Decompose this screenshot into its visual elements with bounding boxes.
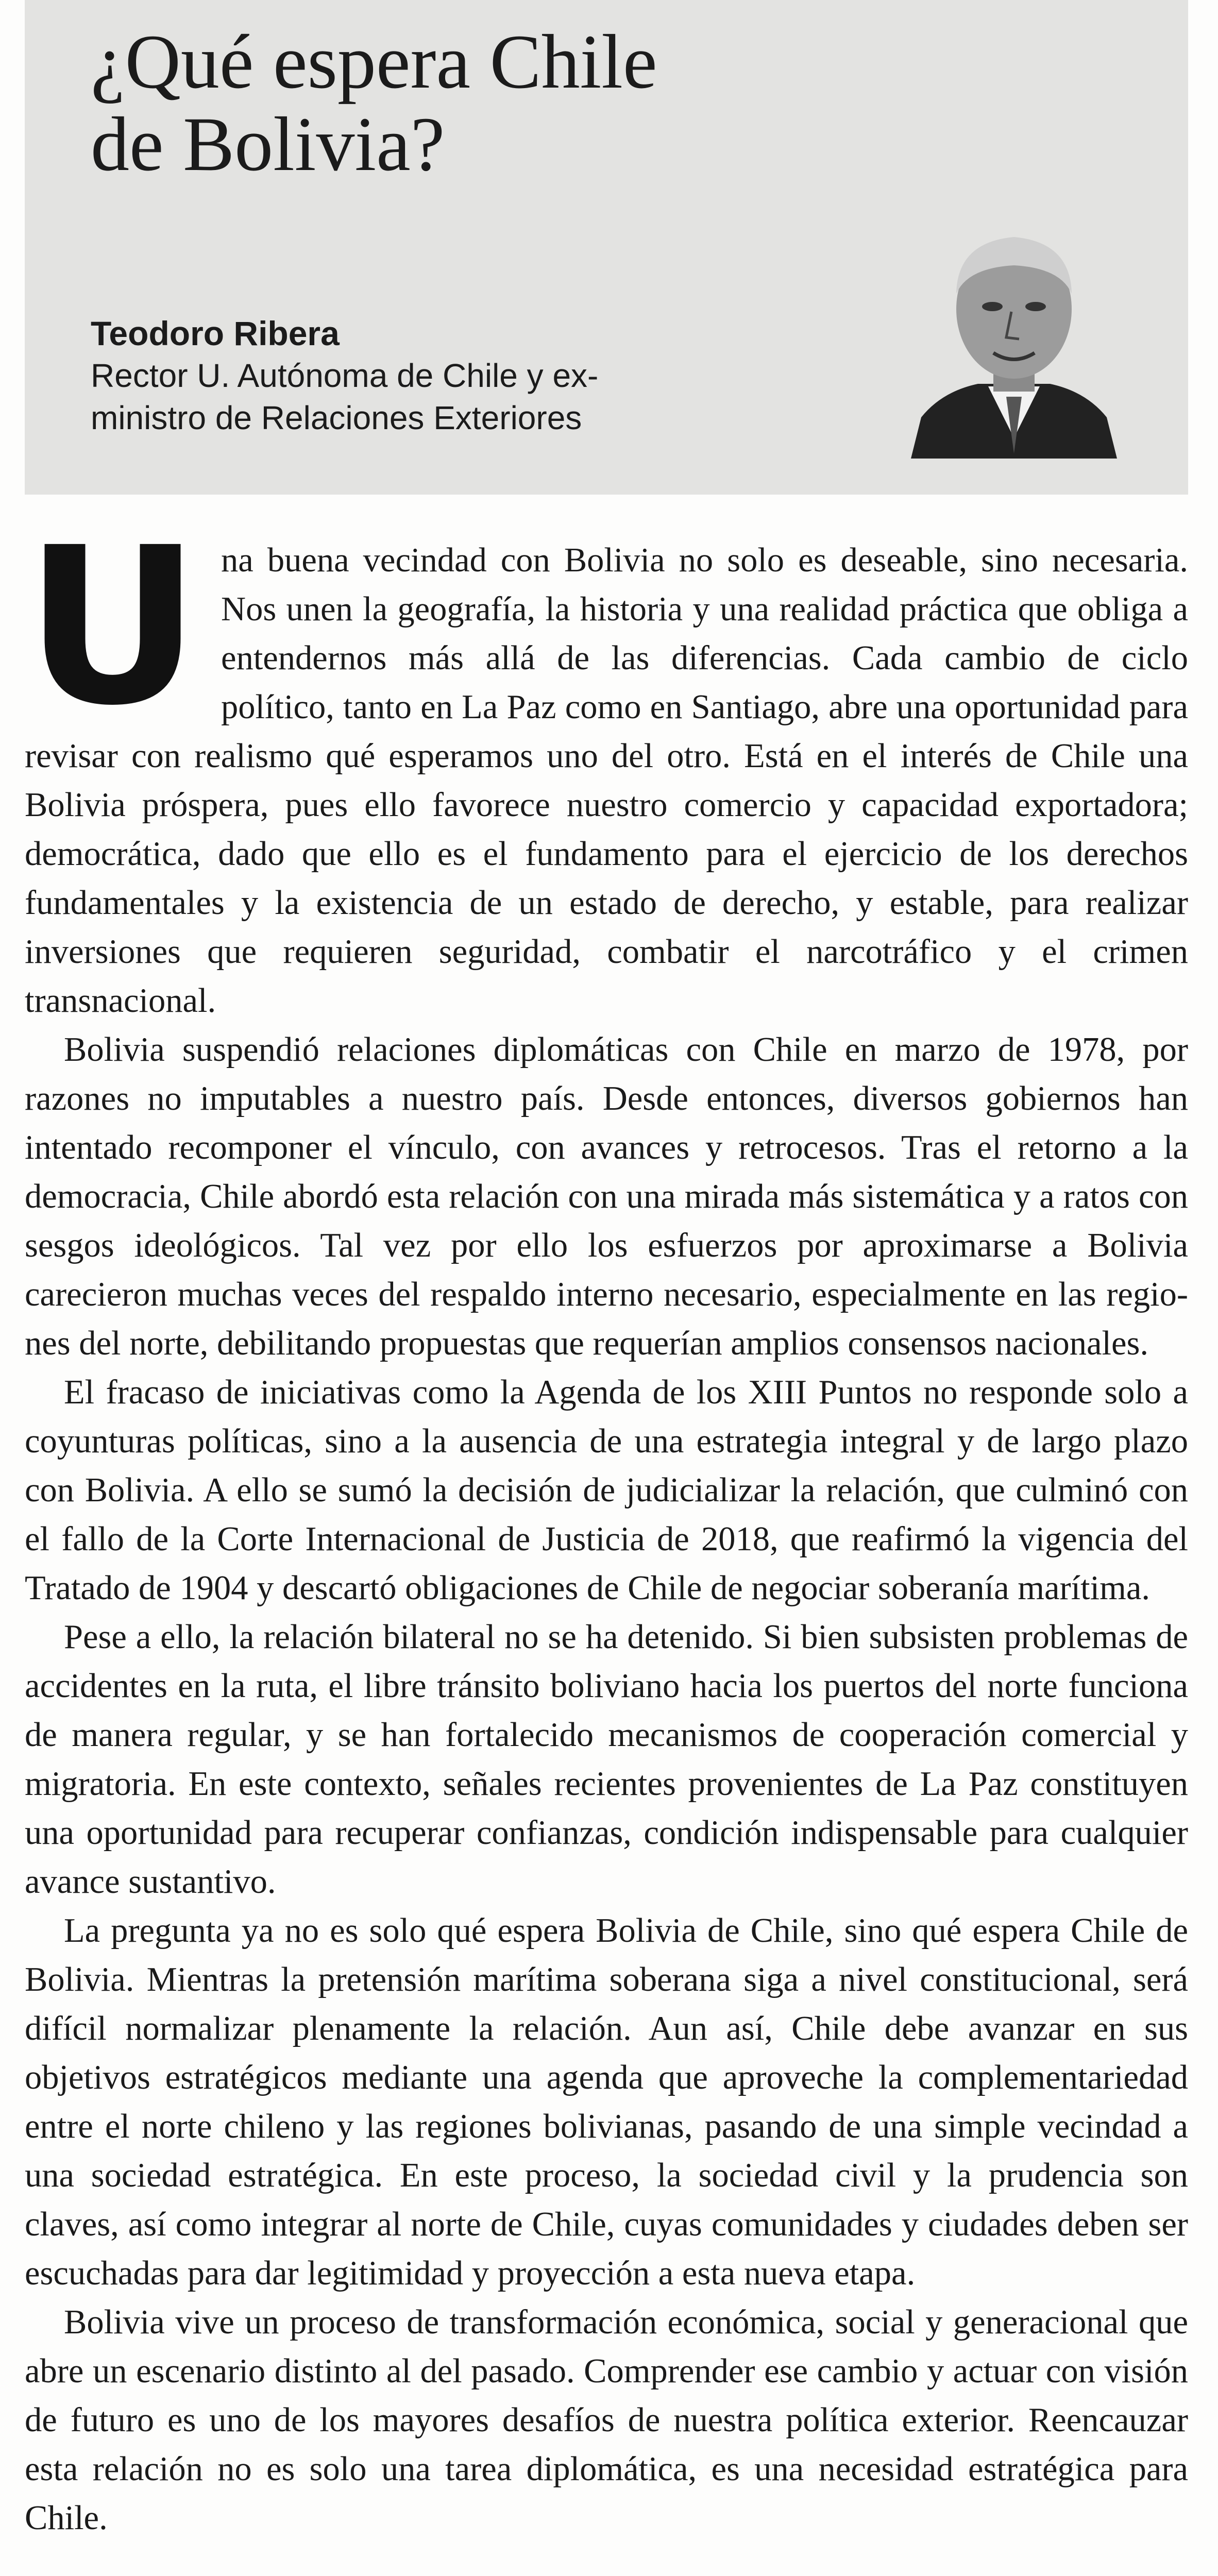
byline xyxy=(91,312,812,439)
author-role xyxy=(91,354,812,439)
paragraph-6: Bolivia vive un proceso de transformación económica, social y generacional que abre un escenario distinto al del pasado. Comprender ese cambio y actuar con visión de futuro es uno de los mayores desafíos de nuestra política exterior. Reencauzar esta relación no es solo una tarea diplomática, es una necesidad estratégica para Chile. xyxy=(25,2303,1188,2537)
author-portrait-icon xyxy=(901,211,1127,459)
article-title xyxy=(91,21,864,185)
author-role-line-2: ministro de Relaciones Exteriores xyxy=(91,399,582,436)
title-line-2: de Bolivia? xyxy=(91,101,445,187)
paragraph-3: El fracaso de iniciativas como la Agenda de los XIII Puntos no responde solo a coyunturas políticas, sino a la ausencia de una estrategia integral y de largo plazo con Bolivia. A ello se sumó la decisión de judicializar la relación, que culminó con el fallo de la Corte Internacional de Justicia de 2018, que reafirmó la vigencia del Tratado de 1904 y descartó obligaciones de Chile de negociar soberanía marítima. xyxy=(25,1374,1188,1607)
paragraph-1-text: na buena vecindad con Bolivia no solo es deseable, sino necesaria. Nos unen la geografía, la historia y una realidad práctica que obliga a entendernos más allá de las diferencias. Cada cambio de ciclo político, tanto en La Paz como en Santiago, abre una oportunidad para revisar con realismo qué esperamos uno del otro. Está en el interés de Chile una Bolivia próspera, pues ello favorece nuestro comercio y capacidad exportadora; democrática, dado que ello es el fundamento para el ejercicio de los derechos fundamentales y la existencia de un estado de derecho, y estable, para realizar inversiones que requieren seguridad, combatir el narcotráfico y el crimen transnacional. xyxy=(25,541,1188,1020)
paragraph-1 xyxy=(25,501,1188,1025)
drop-cap: U xyxy=(25,501,201,753)
article-header xyxy=(25,0,1188,495)
paragraph-4: Pese a ello, la relación bilateral no se ha detenido. Si bien subsisten problemas de accidentes en la ruta, el libre tránsito boliviano hacia los puertos del norte funciona de manera regular, y se han fortalecido mecanismos de cooperación comercial y migratoria. En este contexto, señales recientes provenientes de La Paz constituyen una oportunidad para recuperar confianzas, condición indispensable para cualquier avance sustantivo. xyxy=(25,1618,1188,1901)
article-body xyxy=(25,501,1188,2543)
author-role-line-1: Rector U. Autónoma de Chile y ex- xyxy=(91,357,599,394)
paragraph-5: La pregunta ya no es solo qué espera Bolivia de Chile, sino qué espera Chile de Bolivia. Mientras la pretensión marítima soberana siga a nivel constitucional, será difícil normalizar plenamente la relación. Aun así, Chile debe avanzar en sus objetivos estratégicos mediante una agenda que aproveche la complementariedad entre el norte chileno y las regiones bolivianas, pasando de una simple vecindad a una sociedad estratégica. En este proceso, la sociedad civil y la prudencia son claves, así como integrar al norte de Chile, cuyas comunidades y ciudades deben ser escuchadas para dar legitimidad y proyección a esta nueva etapa. xyxy=(25,1912,1188,2292)
title-line-1: ¿Qué espera Chile xyxy=(91,19,657,105)
author-name: Teodoro Ribera xyxy=(91,314,340,352)
paragraph-2: Bolivia suspendió relaciones diplomáticas con Chile en marzo de 1978, por razones no imputables a nuestro país. Desde entonces, diversos gobiernos han intentado recomponer el vínculo, con avances y retrocesos. Tras el retorno a la democracia, Chile abordó esta relación con una mirada más sistemática y a ratos con sesgos ideológicos. Tal vez por ello los esfuerzos por aproximarse a Bolivia carecieron muchas veces del respaldo interno necesario, especialmente en las regiones del norte, debilitando propuestas que requerían amplios consensos nacionales. xyxy=(25,1031,1188,1362)
